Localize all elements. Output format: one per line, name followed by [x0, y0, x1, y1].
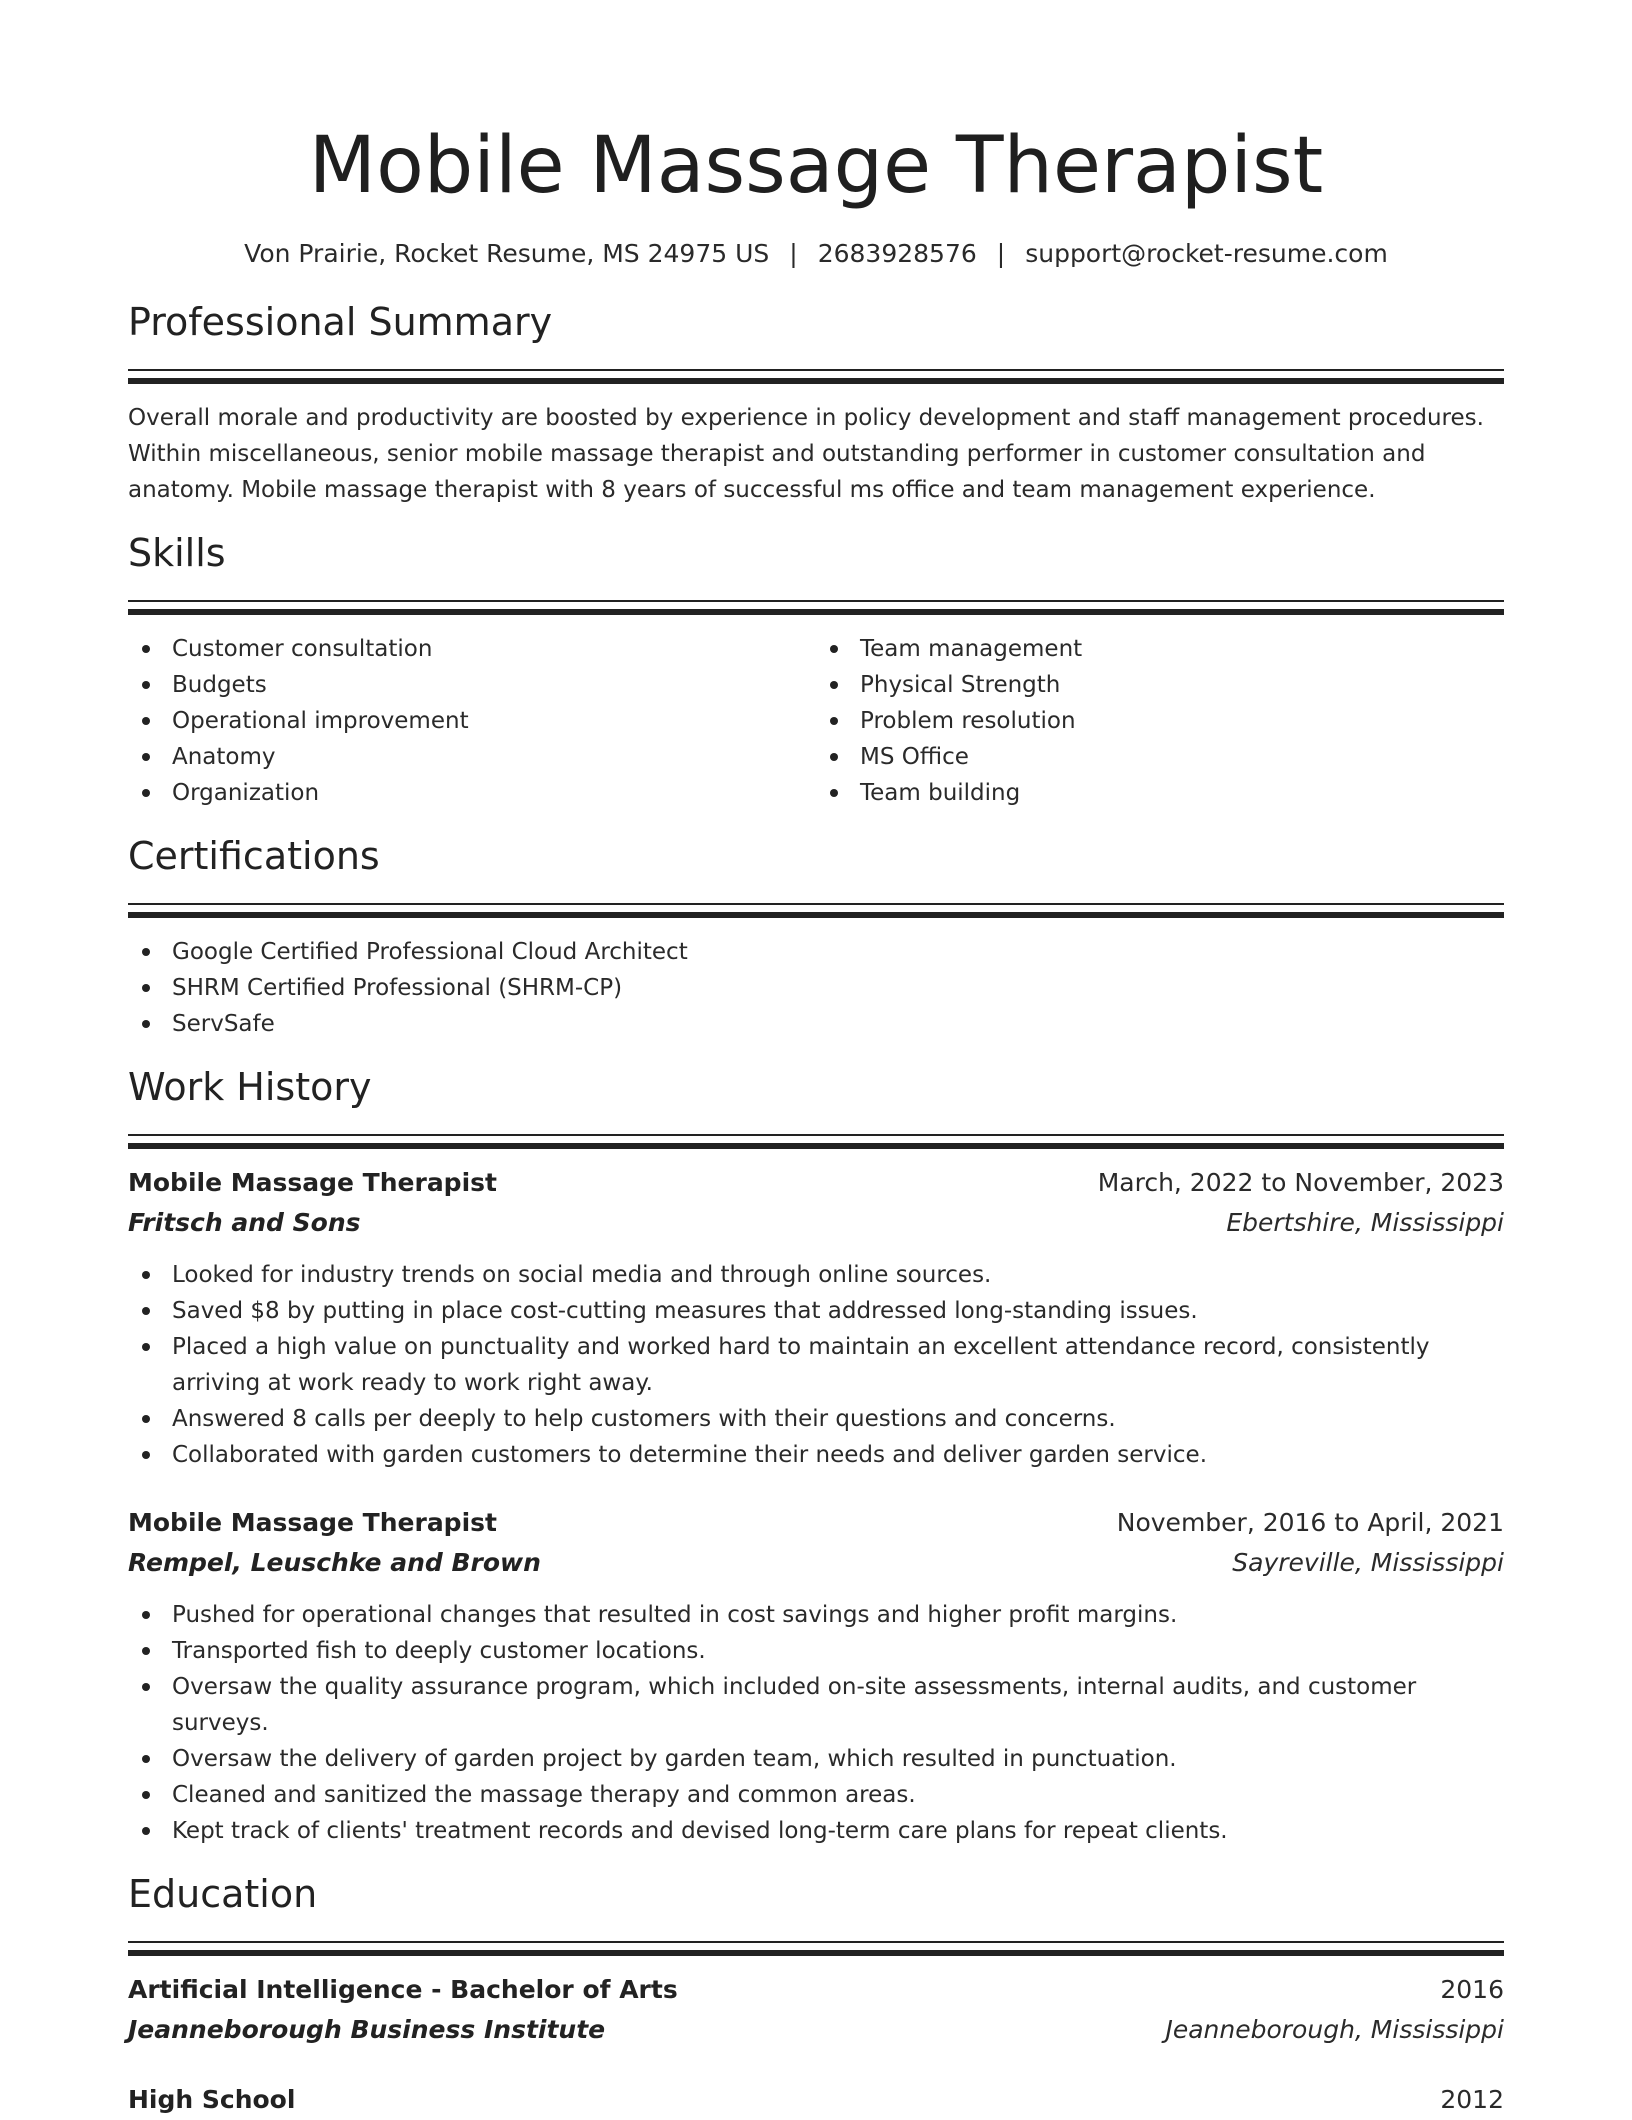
- job-title: Mobile Massage Therapist: [128, 1508, 497, 1537]
- job-bullets: [128, 1597, 1504, 1849]
- skills-list-left: [128, 631, 816, 811]
- job-bullet: Transported fish to deeply customer locations.: [172, 1633, 1504, 1669]
- section-title-summary: Professional Summary: [128, 300, 553, 344]
- job-bullet: Collaborated with garden customers to determine their needs and deliver garden service.: [172, 1437, 1504, 1473]
- contact-separator: |: [996, 239, 1006, 268]
- job-bullet: Pushed for operational changes that resulted in cost savings and higher profit margins.: [172, 1597, 1504, 1633]
- job-dates: March, 2022 to November, 2023: [1097, 1168, 1504, 1197]
- certifications-section: [128, 831, 1504, 1042]
- contact-address: Von Prairie, Rocket Resume, MS 24975 US: [244, 239, 770, 268]
- job-bullet: Cleaned and sanitized the massage therapy and common areas.: [172, 1777, 1504, 1813]
- job-bullet: Answered 8 calls per deeply to help customers with their questions and concerns.: [172, 1401, 1504, 1437]
- education-entry: [128, 1970, 1504, 2050]
- skill-item: Budgets: [172, 667, 816, 703]
- job-location: Ebertshire, Mississippi: [1226, 1208, 1504, 1237]
- skill-item: Problem resolution: [860, 703, 1504, 739]
- skill-item: Physical Strength: [860, 667, 1504, 703]
- skill-item: Operational improvement: [172, 703, 816, 739]
- contact-line: [128, 236, 1504, 272]
- education-header: [128, 1970, 1504, 2010]
- contact-email: support@rocket-resume.com: [1025, 239, 1388, 268]
- job-entry: [128, 1163, 1504, 1473]
- education-header: [128, 2080, 1504, 2120]
- summary-section: [128, 297, 1504, 508]
- job-entry: [128, 1503, 1504, 1849]
- work-section: [128, 1062, 1504, 1849]
- skills-list-right: [816, 631, 1504, 811]
- certifications-list: [128, 934, 1504, 1042]
- resume-name: Mobile Massage Therapist: [308, 121, 1324, 211]
- job-dates: November, 2016 to April, 2021: [1116, 1508, 1504, 1537]
- section-divider: [128, 1134, 1504, 1136]
- section-divider: [128, 903, 1504, 905]
- education-entry: [128, 2080, 1504, 2120]
- job-header: [128, 1163, 1504, 1203]
- job-subheader: [128, 1543, 1504, 1583]
- certification-item: Google Certified Professional Cloud Architect: [172, 934, 1504, 970]
- section-title-work: Work History: [128, 1065, 372, 1109]
- skills-section: [128, 528, 1504, 811]
- job-company: Rempel, Leuschke and Brown: [128, 1548, 541, 1577]
- job-company: Fritsch and Sons: [128, 1208, 361, 1237]
- contact-separator: |: [789, 239, 798, 268]
- section-divider: [128, 600, 1504, 602]
- job-location: Sayreville, Mississippi: [1232, 1548, 1504, 1577]
- skill-item: Team building: [860, 775, 1504, 811]
- section-divider: [128, 1143, 1504, 1149]
- education-year: 2012: [1440, 2085, 1504, 2114]
- resume-page: [128, 0, 1504, 2120]
- section-divider: [128, 1950, 1504, 1956]
- section-divider: [128, 609, 1504, 615]
- skill-item: Team management: [860, 631, 1504, 667]
- education-degree: Artificial Intelligence - Bachelor of Arts: [128, 1975, 678, 2004]
- education-year: 2016: [1440, 1975, 1504, 2004]
- job-header: [128, 1503, 1504, 1543]
- education-subheader: [128, 2010, 1504, 2050]
- section-divider: [128, 369, 1504, 371]
- skill-item: Anatomy: [172, 739, 816, 775]
- job-title: Mobile Massage Therapist: [128, 1168, 497, 1197]
- job-bullet: Oversaw the quality assurance program, which included on-site assessments, internal audits, and customer surveys.: [172, 1669, 1504, 1741]
- skill-item: Organization: [172, 775, 816, 811]
- job-bullet: Looked for industry trends on social media and through online sources.: [172, 1257, 1504, 1293]
- skill-item: MS Office: [860, 739, 1504, 775]
- section-divider: [128, 378, 1504, 384]
- job-bullet: Oversaw the delivery of garden project by garden team, which resulted in punctuation.: [172, 1741, 1504, 1777]
- job-bullet: Placed a high value on punctuality and worked hard to maintain an excellent attendance record, consistently arriving at work ready to work right away.: [172, 1329, 1504, 1401]
- job-bullets: [128, 1257, 1504, 1473]
- section-title-skills: Skills: [128, 531, 226, 575]
- section-divider: [128, 912, 1504, 918]
- contact-phone: 2683928576: [817, 239, 977, 268]
- section-title-education: Education: [128, 1872, 318, 1916]
- job-bullet: Saved $8 by putting in place cost-cutting measures that addressed long-standing issues.: [172, 1293, 1504, 1329]
- education-location: Jeanneborough, Mississippi: [1165, 2015, 1504, 2044]
- skills-columns: [128, 631, 1504, 811]
- summary-text: Overall morale and productivity are boosted by experience in policy development and staff management procedures. Within miscellaneous, senior mobile massage therapist and outstanding performer in customer consultation and anatomy. Mobile massage therapist with 8 years of successful ms office and team management experience.: [128, 405, 1484, 503]
- education-section: [128, 1869, 1504, 2120]
- job-bullet: Kept track of clients' treatment records and devised long-term care plans for repeat clients.: [172, 1813, 1504, 1849]
- section-title-certifications: Certifications: [128, 834, 380, 878]
- education-school: Jeanneborough Business Institute: [128, 2015, 606, 2044]
- skill-item: Customer consultation: [172, 631, 816, 667]
- education-degree: High School: [128, 2085, 296, 2114]
- job-subheader: [128, 1203, 1504, 1243]
- certification-item: ServSafe: [172, 1006, 1504, 1042]
- certification-item: SHRM Certified Professional (SHRM-CP): [172, 970, 1504, 1006]
- section-divider: [128, 1941, 1504, 1943]
